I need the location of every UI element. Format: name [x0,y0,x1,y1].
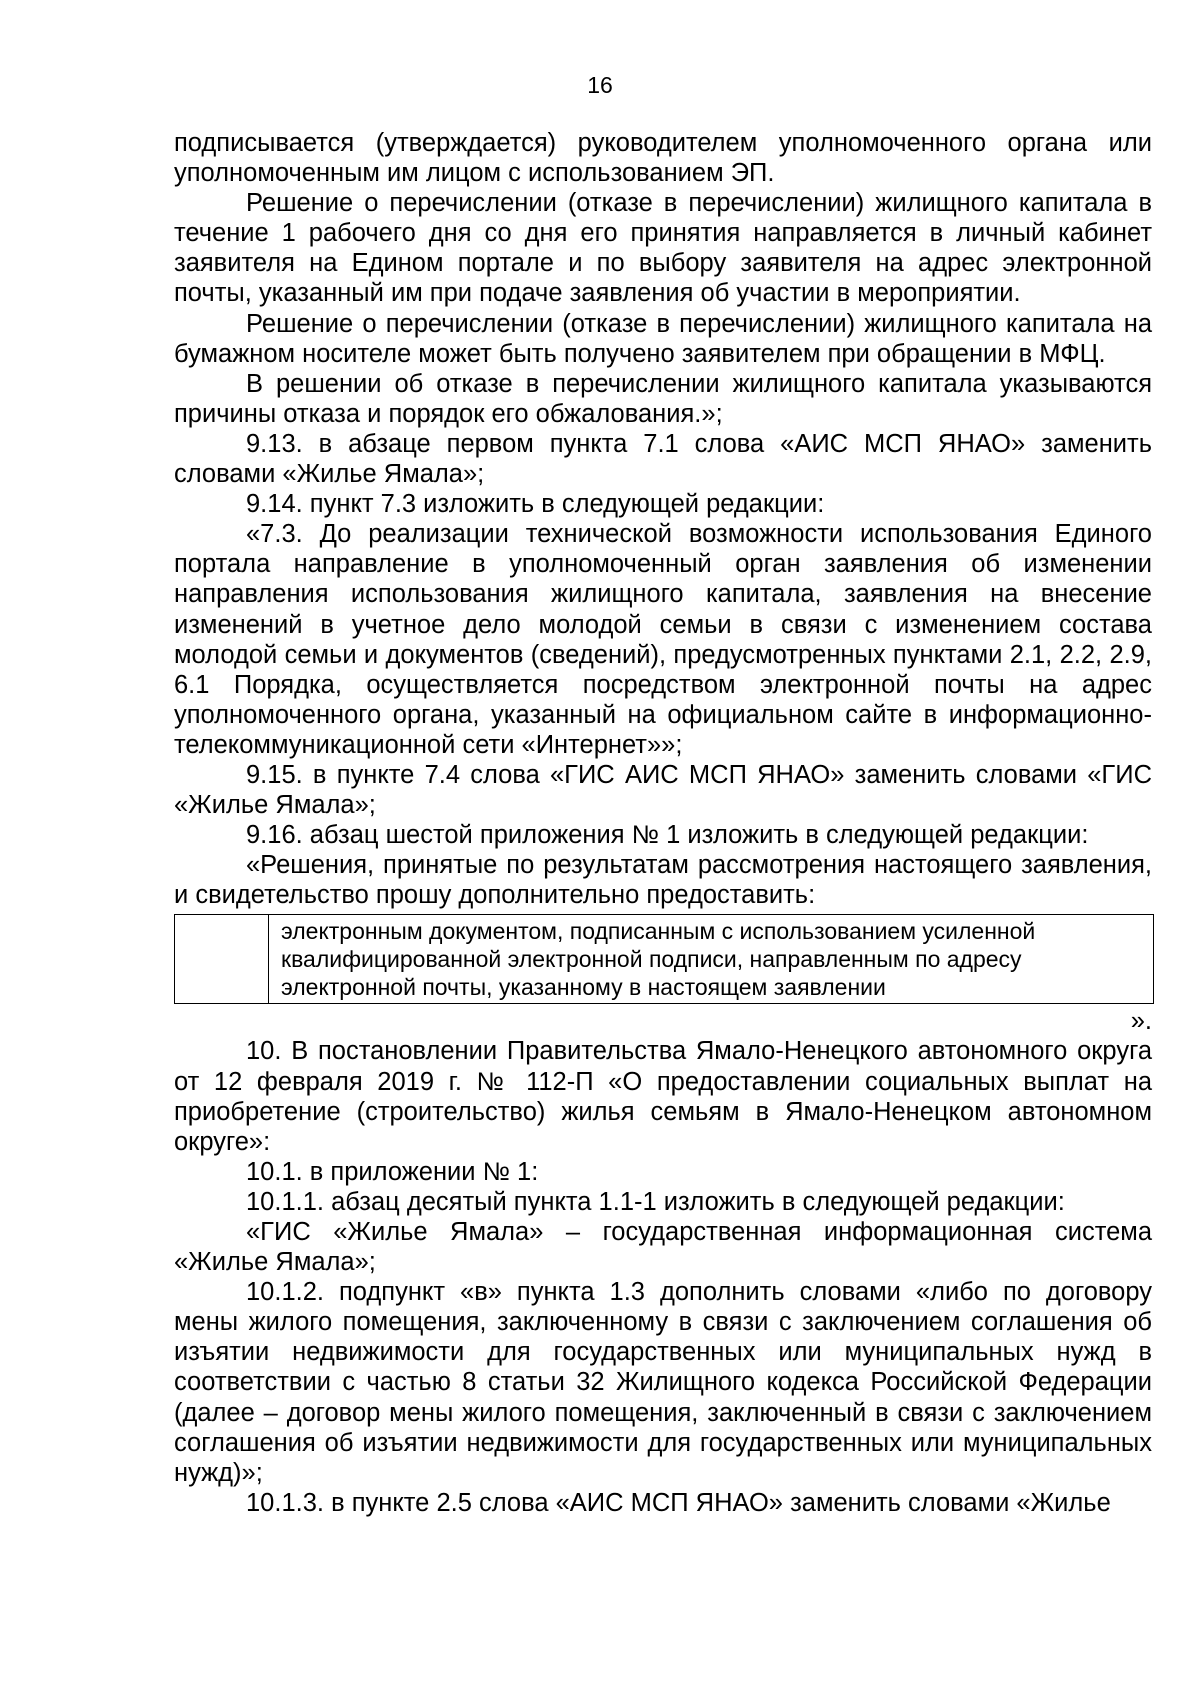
document-body [174,128,1152,1518]
paragraph: «Решения, принятые по результатам рассмотрения настоящего заявления, и свидетельство прошу дополнительно предоставить: [174,851,1152,910]
paragraph: 9.16. абзац шестой приложения № 1 изложить в следующей редакции: [246,821,1089,850]
paragraph: «ГИС «Жилье Ямала» – государственная информационная система «Жилье Ямала»; [174,1218,1152,1277]
table-row [175,915,1154,1004]
closing-quote: ». [1130,1007,1152,1036]
paragraph: 10.1. в приложении № 1: [246,1157,539,1186]
paragraph: 9.13. в абзаце первом пункта 7.1 слова «АИС МСП ЯНАО» заменить словами «Жилье Ямала»; [174,429,1152,489]
paragraph: В решении об отказе в перечислении жилищного капитала указываются причины отказа и порядок его обжалования.»; [174,369,1152,428]
page-number: 16 [587,72,613,98]
option-text-cell: электронным документом, подписанным с использованием усиленной квалифицированной электронной подписи, направленным по адресу электронной почты, указанному в настоящем заявлении [269,915,1154,1004]
paragraph: подписывается (утверждается) руководителем уполномоченного органа или уполномоченным им лицом с использованием ЭП. [174,129,1152,188]
paragraph: 10.1.1. абзац десятый пункта 1.1-1 изложить в следующей редакции: [246,1187,1065,1216]
option-checkbox-cell [175,915,269,1004]
paragraph: 9.15. в пункте 7.4 слова «ГИС АИС МСП ЯНАО» заменить словами «ГИС «Жилье Ямала»; [174,760,1152,820]
paragraph: «7.3. До реализации технической возможности использования Единого портала направление в уполномоченный орган заявления об изменении направления использования жилищного капитала, заявления на внесение изменений в учетное дело молодой семьи в связи с изменением состава молодой семьи и документов (сведений), предусмотренных пунктами 2.1, 2.2, 2.9, 6.1 Порядка, осуществляется посредством электронной почты на адрес уполномоченного органа, указанный на официальном сайте в информационно-телекоммуникационной сети «Интернет»»; [174,520,1152,759]
delivery-option-table [174,914,1154,1004]
paragraph: Решение о перечислении (отказе в перечислении) жилищного капитала на бумажном носителе может быть получено заявителем при обращении в МФЦ. [174,309,1152,368]
paragraph: 10.1.3. в пункте 2.5 слова «АИС МСП ЯНАО» заменить словами «Жилье [246,1488,1111,1517]
paragraphs-after-table [174,1036,1152,1518]
paragraph: Решение о перечислении (отказе в перечислении) жилищного капитала в течение 1 рабочего дня со дня его принятия направляется в личный кабинет заявителя на Едином портале и по выбору заявителя на адрес электронной почты, указанный им при подаче заявления об участии в мероприятии. [174,189,1152,308]
paragraph: 9.14. пункт 7.3 изложить в следующей редакции: [246,490,825,519]
paragraphs-before-table [174,128,1152,910]
paragraph: 10. В постановлении Правительства Ямало-Ненецкого автономного округа от 12 февраля 2019 г. № 112-П «О предоставлении социальных выплат на приобретение (строительство) жилья семьям в Ямало-Ненецком автономном округе»: [174,1037,1152,1156]
paragraph: 10.1.2. подпункт «в» пункта 1.3 дополнить словами «либо по договору мены жилого помещения, заключенному в связи с заключением соглашения об изъятии недвижимости для государственных или муниципальных нужд в соответствии с частью 8 статьи 32 Жилищного кодекса Российской Федерации (далее – договор мены жилого помещения, заключенный в связи с заключением соглашения об изъятии недвижимости для государственных или муниципальных нужд)»; [174,1278,1152,1487]
